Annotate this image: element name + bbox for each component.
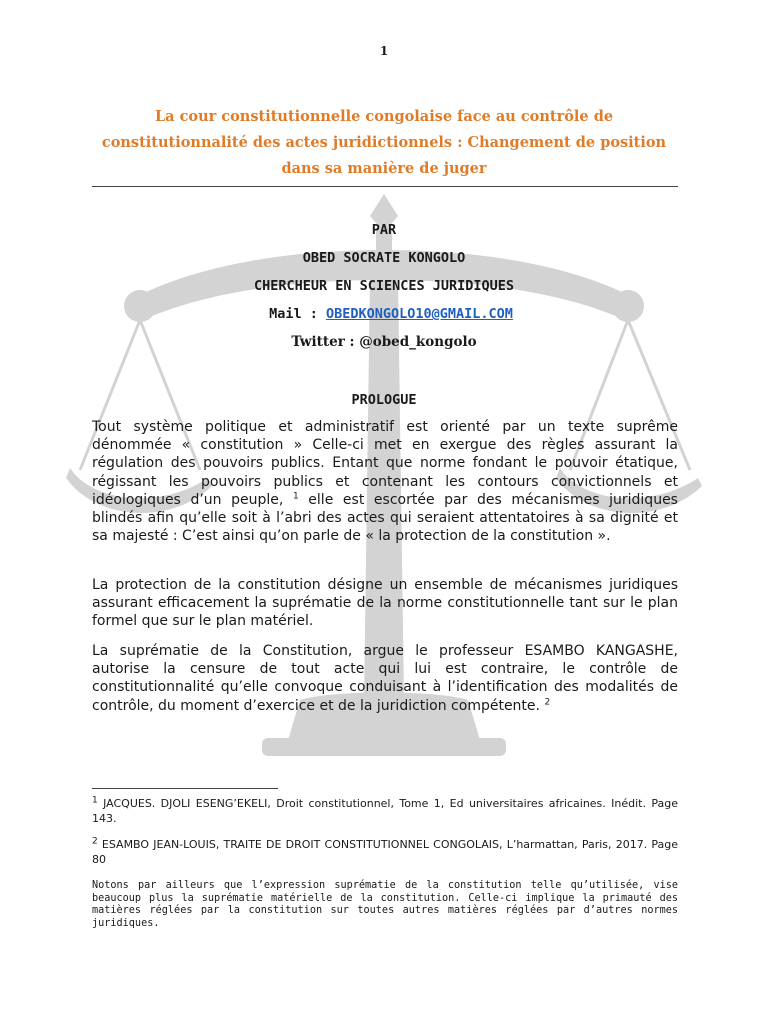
- author-twitter: [0, 334, 768, 350]
- document-title: La cour constitutionnelle congolaise face au contrôle de constitutionnalité des actes juridictionnels : Changement de position dans sa manière de juger: [101, 108, 667, 177]
- email-link[interactable]: OBEDKONGOLO10@GMAIL.COM: [325, 306, 513, 322]
- paragraph-1-text: Tout système politique et administratif est orienté par un texte suprême dénommée « constitution » Celle-ci met en exergue des règles assurant la régulation des pouvoirs publics. Entant que norme fondant le pouvoir étatique, régissant les pouvoirs publics et contenant les contours convictionnels et idéologiques d’un peuple,: [92, 419, 678, 508]
- footnote-1: [92, 796, 678, 826]
- paragraph-1-text-cont: elle est escortée par des mécanismes juridiques blindés afin qu’elle soit à l’abri des actes qui seraient attentatoires à sa dignité et sa majesté : C’est ainsi qu’on parle de « la protection de la constitution ».: [92, 491, 678, 545]
- footnote-divider: [92, 788, 278, 789]
- twitter-handle: Twitter : @obed_kongolo: [291, 334, 477, 350]
- title-divider: [92, 186, 678, 187]
- footnote-ref-1[interactable]: 1: [292, 491, 299, 502]
- paragraph-3: [92, 642, 678, 715]
- author-name: OBED SOCRATE KONGOLO: [302, 250, 466, 266]
- mail-label: Mail :: [269, 306, 326, 322]
- author-role: CHERCHEUR EN SCIENCES JURIDIQUES: [253, 278, 515, 294]
- note-text: Notons par ailleurs que l’expression suprématie de la constitution telle qu’utilisée, vise beaucoup plus la suprématie matérielle de la constitution. Celle-ci implique la primauté des matières réglées par la constitution sur toutes autres matières réglées par d’autres normes juridiques.: [92, 880, 678, 929]
- section-heading: PROLOGUE: [351, 392, 417, 408]
- by-line: PAR: [371, 222, 397, 238]
- footnote-1-text: JACQUES. DJOLI ESENG’EKELI, Droit constitutionnel, Tome 1, Ed universitaires africaines. Inédit. Page 143.: [92, 797, 678, 825]
- footnote-marker-2: 2: [92, 836, 98, 847]
- footnote-2-text: ESAMBO JEAN-LOUIS, TRAITE DE DROIT CONSTITUTIONNEL CONGOLAIS, L’harmattan, Paris, 2017. Page 80: [92, 838, 678, 866]
- paragraph-2: La protection de la constitution désigne un ensemble de mécanismes juridiques assurant efficacement la suprématie de la norme constitutionnelle tant sur le plan formel que sur le plan matériel.: [92, 577, 678, 630]
- footnote-marker-1: 1: [92, 795, 98, 806]
- paragraph-1: [92, 418, 678, 545]
- paragraph-3-text: La suprématie de la Constitution, argue le professeur ESAMBO KANGASHE, autorise la censure de tout acte qui lui est contraire, le contrôle de constitutionnalité qu’elle convoque conduisant à l’identification des modalités de contrôle, du moment d’exercice et de la juridiction compétente.: [92, 643, 678, 714]
- footnote-ref-2[interactable]: 2: [544, 696, 551, 707]
- page-number: 1: [379, 44, 389, 58]
- footnote-2: [92, 837, 678, 867]
- author-mail: [0, 306, 768, 322]
